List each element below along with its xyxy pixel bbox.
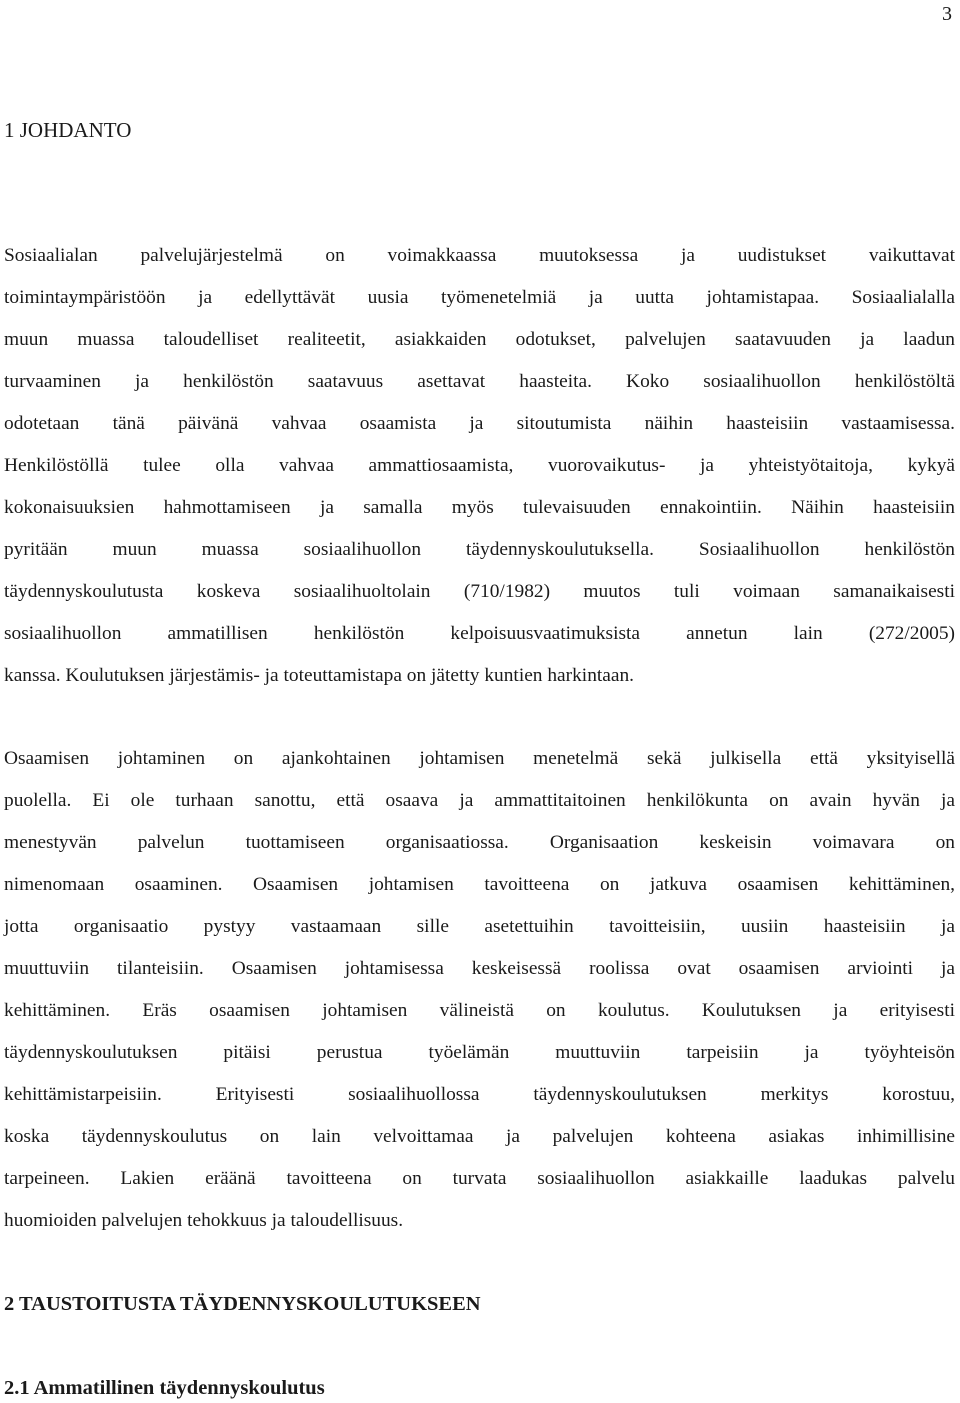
paragraph-1 [4, 235, 955, 697]
paragraph-line: muuttuviin tilanteisiin. Osaamisen johtamisessa keskeisessä roolissa ovat osaamisen arviointi ja [4, 958, 955, 979]
paragraph-line: menestyvän palvelun tuottamiseen organisaatiossa. Organisaation keskeisin voimavara on [4, 832, 955, 853]
paragraph-line: kehittäminen. Eräs osaamisen johtamisen välineistä on koulutus. Koulutuksen ja erityisesti [4, 1000, 955, 1021]
paragraph-line: turvaaminen ja henkilöstön saatavuus asettavat haasteita. Koko sosiaalihuollon henkilöstöltä [4, 371, 955, 392]
paragraph-line: kokonaisuuksien hahmottamiseen ja samalla myös tulevaisuuden ennakointiin. Näihin haasteisiin [4, 497, 955, 518]
paragraph-line: muun muassa taloudelliset realiteetit, asiakkaiden odotukset, palvelujen saatavuuden ja laadun [4, 329, 955, 350]
paragraph-line: jotta organisaatio pystyy vastaamaan sille asetettuihin tavoitteisiin, uusiin haasteisiin ja [4, 916, 955, 937]
paragraph-line: täydennyskoulutuksen pitäisi perustua työelämän muuttuviin tarpeisiin ja työyhteisön [4, 1042, 955, 1063]
paragraph-line: huomioiden palvelujen tehokkuus ja taloudellisuus. [4, 1210, 404, 1231]
paragraph-line: nimenomaan osaaminen. Osaamisen johtamisen tavoitteena on jatkuva osaamisen kehittäminen, [4, 874, 955, 895]
paragraph-line: kehittämistarpeisiin. Erityisesti sosiaalihuollossa täydennyskoulutuksen merkitys korostuu, [4, 1084, 955, 1105]
paragraph-line: Osaamisen johtaminen on ajankohtainen johtamisen menetelmä sekä julkisella että yksityisellä [4, 748, 955, 769]
chapter-1-heading: 1 JOHDANTO [4, 118, 132, 142]
paragraph-line: odotetaan tänä päivänä vahvaa osaamista ja sitoutumista näihin haasteisiin vastaamisessa. [4, 413, 955, 434]
section-2-1-heading: 2.1 Ammatillinen täydennyskoulutus [4, 1377, 325, 1399]
paragraph-line: Henkilöstöllä tulee olla vahvaa ammattiosaamista, vuorovaikutus- ja yhteistyötaitoja, kykyä [4, 455, 955, 476]
paragraph-line: pyritään muun muassa sosiaalihuollon täydennyskoulutuksella. Sosiaalihuollon henkilöstön [4, 539, 955, 560]
paragraph-line: kanssa. Koulutuksen järjestämis- ja toteuttamistapa on jätetty kuntien harkintaan. [4, 665, 635, 686]
paragraph-2 [4, 738, 955, 1242]
paragraph-line: sosiaalihuollon ammatillisen henkilöstön kelpoisuusvaatimuksista annetun lain (272/2005) [4, 623, 955, 644]
chapter-2-heading: 2 TAUSTOITUSTA TÄYDENNYSKOULUTUKSEEN [4, 1293, 481, 1315]
paragraph-line: täydennyskoulutusta koskeva sosiaalihuoltolain (710/1982) muutos tuli voimaan samanaikaisesti [4, 581, 955, 602]
paragraph-line: toimintaympäristöön ja edellyttävät uusia työmenetelmiä ja uutta johtamistapaa. Sosiaalialalla [4, 287, 955, 308]
paragraph-line: puolella. Ei ole turhaan sanottu, että osaava ja ammattitaitoinen henkilökunta on avain hyvän ja [4, 790, 955, 811]
paragraph-line: tarpeineen. Lakien eräänä tavoitteena on turvata sosiaalihuollon asiakkaille laadukas palvelu [4, 1168, 955, 1189]
paragraph-line: Sosiaalialan palvelujärjestelmä on voimakkaassa muutoksessa ja uudistukset vaikuttavat [4, 245, 955, 266]
paragraph-line: koska täydennyskoulutus on lain velvoittamaa ja palvelujen kohteena asiakas inhimillisine [4, 1126, 955, 1147]
page-number: 3 [942, 3, 952, 25]
